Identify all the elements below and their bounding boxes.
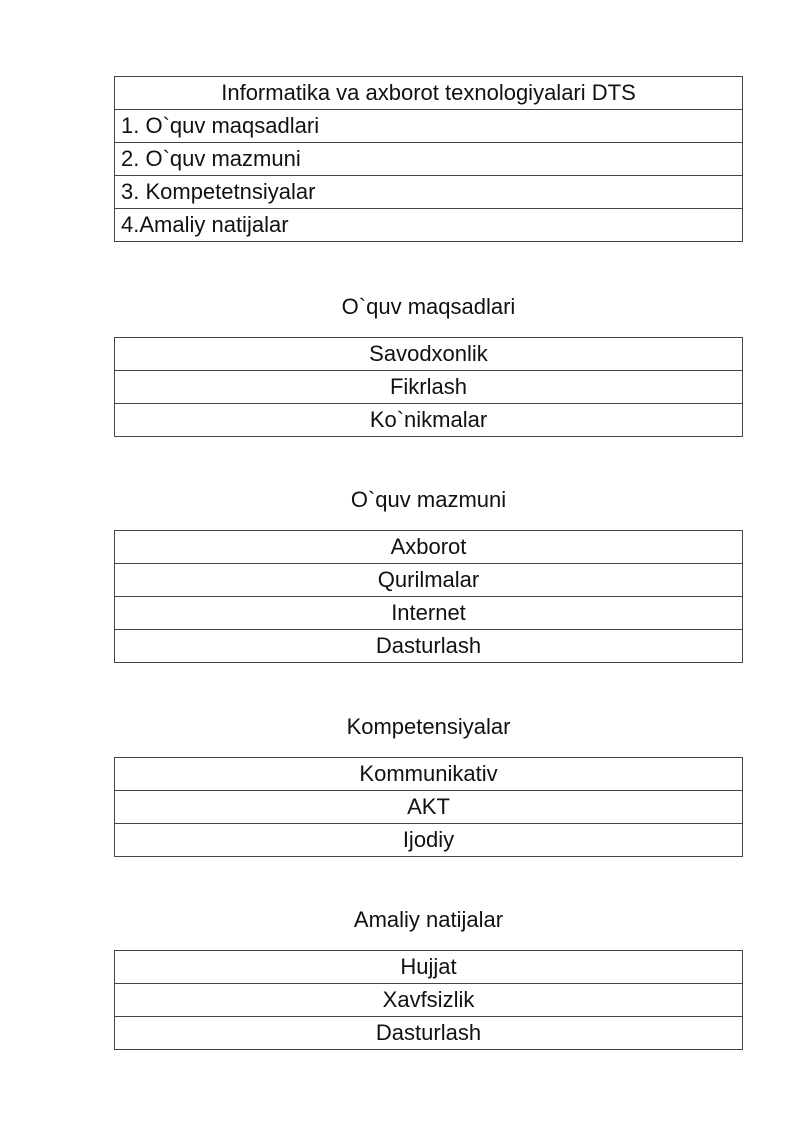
table-row (115, 371, 743, 404)
table-row (115, 951, 743, 984)
table-cell: Kommunikativ (115, 758, 743, 791)
table-row (115, 110, 743, 143)
table-row (115, 77, 743, 110)
section-heading-competencies: Kompetensiyalar (346, 714, 511, 739)
table-cell: Xavfsizlik (115, 984, 743, 1017)
table-row (115, 209, 743, 242)
table-title-cell: Informatika va axborot texnologiyalari DTS (115, 77, 743, 110)
table-row (115, 984, 743, 1017)
table-cell: 1. O`quv maqsadlari (115, 110, 743, 143)
table-cell: Savodxonlik (115, 338, 743, 371)
table-row (115, 1017, 743, 1050)
table-row (115, 564, 743, 597)
section-heading-learning-goals: O`quv maqsadlari (341, 294, 516, 319)
table-cell: Fikrlash (115, 371, 743, 404)
learning-goals-table (114, 337, 743, 437)
table-cell: Hujjat (115, 951, 743, 984)
practical-results-table (114, 950, 743, 1050)
table-cell: Axborot (115, 531, 743, 564)
learning-content-table (114, 530, 743, 663)
table-cell: Dasturlash (115, 1017, 743, 1050)
table-row (115, 531, 743, 564)
table-row (115, 176, 743, 209)
table-cell: 4.Amaliy natijalar (115, 209, 743, 242)
table-row (115, 143, 743, 176)
table-row (115, 630, 743, 663)
table-cell: Ko`nikmalar (115, 404, 743, 437)
table-row (115, 404, 743, 437)
table-row (115, 758, 743, 791)
table-cell: Dasturlash (115, 630, 743, 663)
dts-overview-table (114, 76, 743, 242)
section-heading-learning-content: O`quv mazmuni (350, 487, 507, 512)
table-cell: 3. Kompetetnsiyalar (115, 176, 743, 209)
table-cell: Ijodiy (115, 824, 743, 857)
table-row (115, 791, 743, 824)
table-row (115, 338, 743, 371)
table-cell: Internet (115, 597, 743, 630)
table-row (115, 597, 743, 630)
table-row (115, 824, 743, 857)
competencies-table (114, 757, 743, 857)
table-cell: 2. O`quv mazmuni (115, 143, 743, 176)
table-cell: AKT (115, 791, 743, 824)
section-heading-practical-results: Amaliy natijalar (353, 907, 504, 932)
table-cell: Qurilmalar (115, 564, 743, 597)
